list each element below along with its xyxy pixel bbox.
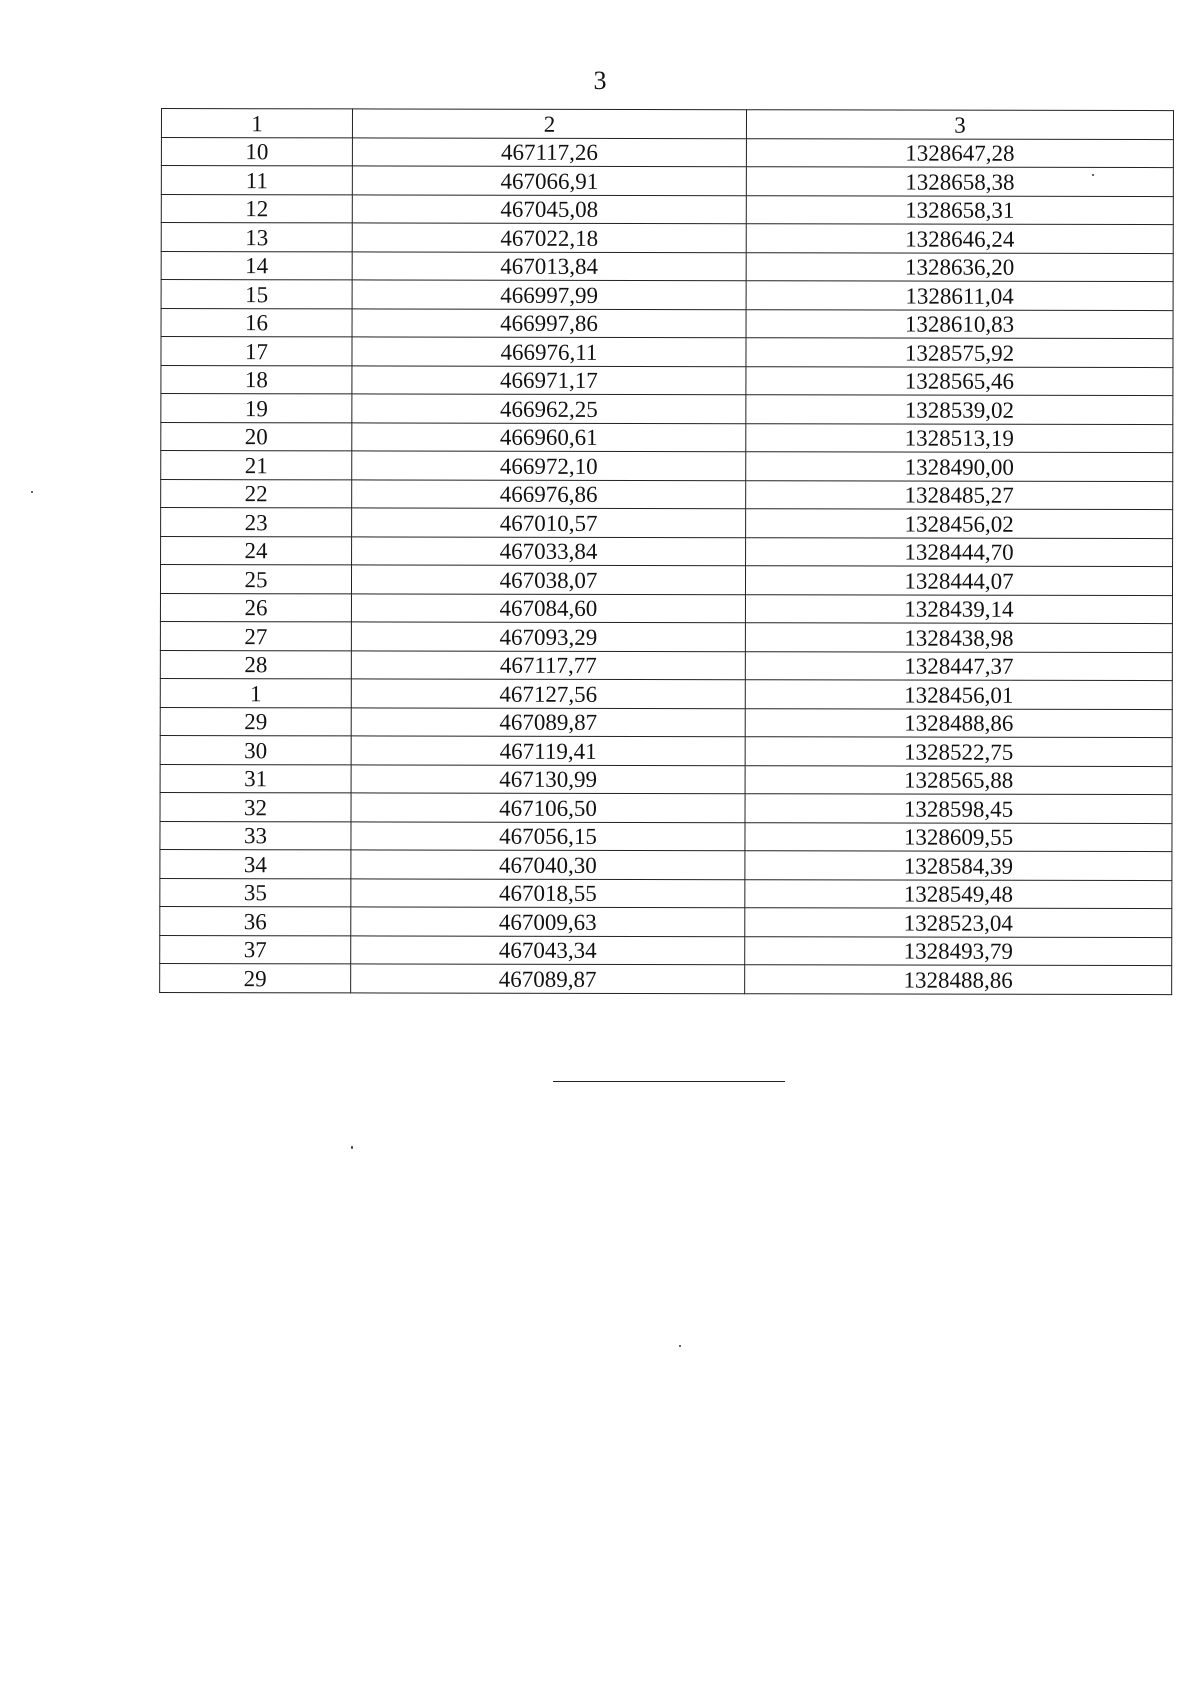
x-coordinate-cell: 467093,29 bbox=[351, 622, 745, 651]
point-number-cell: 36 bbox=[160, 906, 351, 935]
point-number-cell: 37 bbox=[160, 935, 351, 964]
page-number: 3 bbox=[593, 66, 607, 95]
x-coordinate-cell: 467130,99 bbox=[351, 764, 745, 793]
table-row bbox=[161, 479, 1173, 510]
table-row bbox=[160, 593, 1172, 624]
y-coordinate-cell: 1328444,70 bbox=[746, 537, 1173, 566]
y-coordinate-cell: 1328485,27 bbox=[746, 480, 1173, 509]
point-number-cell: 31 bbox=[160, 764, 351, 793]
y-coordinate-cell: 1328549,48 bbox=[745, 879, 1172, 908]
x-coordinate-cell: 466997,86 bbox=[352, 308, 746, 337]
y-coordinate-cell: 1328658,31 bbox=[746, 195, 1173, 224]
y-coordinate-cell: 1328447,37 bbox=[745, 651, 1172, 680]
point-number-cell: 19 bbox=[161, 394, 352, 423]
table-row bbox=[160, 735, 1172, 766]
y-coordinate-cell: 1328513,19 bbox=[746, 423, 1173, 452]
point-number-cell: 12 bbox=[161, 194, 352, 223]
x-coordinate-cell: 467010,57 bbox=[352, 508, 746, 537]
end-of-table-rule bbox=[553, 1081, 785, 1082]
point-number-cell: 30 bbox=[160, 735, 351, 764]
table-row bbox=[160, 764, 1172, 795]
scan-speck bbox=[351, 1146, 353, 1149]
table-row bbox=[160, 621, 1172, 652]
x-coordinate-cell: 467056,15 bbox=[351, 821, 745, 850]
table-row bbox=[161, 451, 1173, 482]
table-row bbox=[160, 678, 1172, 709]
y-coordinate-cell: 1328658,38 bbox=[746, 167, 1173, 196]
x-coordinate-cell: 467117,26 bbox=[352, 137, 746, 166]
point-number-cell: 34 bbox=[160, 849, 351, 878]
point-number-cell: 10 bbox=[161, 137, 352, 166]
y-coordinate-cell: 1328438,98 bbox=[745, 623, 1172, 652]
point-number-cell: 21 bbox=[161, 451, 352, 480]
table-row bbox=[160, 878, 1172, 909]
point-number-cell: 15 bbox=[161, 280, 352, 309]
y-coordinate-cell: 1328584,39 bbox=[745, 851, 1172, 880]
x-coordinate-cell: 467033,84 bbox=[352, 536, 746, 565]
y-coordinate-cell: 1328636,20 bbox=[746, 252, 1173, 281]
point-number-cell: 28 bbox=[160, 650, 351, 679]
point-number-cell: 17 bbox=[161, 337, 352, 366]
x-coordinate-cell: 466997,99 bbox=[352, 280, 746, 309]
y-coordinate-cell: 1328609,55 bbox=[745, 822, 1172, 851]
table-row bbox=[161, 223, 1173, 254]
y-coordinate-cell: 1328522,75 bbox=[745, 737, 1172, 766]
table-row bbox=[160, 963, 1172, 994]
point-number-cell: 32 bbox=[160, 792, 351, 821]
table-row bbox=[161, 166, 1173, 197]
x-coordinate-cell: 467119,41 bbox=[351, 736, 745, 765]
column-number-3: 3 bbox=[746, 110, 1173, 139]
table-row bbox=[160, 792, 1172, 823]
y-coordinate-cell: 1328488,86 bbox=[745, 708, 1172, 737]
point-number-cell: 27 bbox=[160, 621, 351, 650]
table-row bbox=[160, 650, 1172, 681]
coordinates-table-body bbox=[160, 109, 1174, 995]
y-coordinate-cell: 1328490,00 bbox=[746, 452, 1173, 481]
x-coordinate-cell: 467084,60 bbox=[351, 593, 745, 622]
point-number-cell: 25 bbox=[160, 565, 351, 594]
x-coordinate-cell: 467066,91 bbox=[352, 166, 746, 195]
coordinates-table bbox=[159, 108, 1174, 995]
scan-speck bbox=[31, 491, 33, 493]
point-number-cell: 18 bbox=[161, 365, 352, 394]
table-row bbox=[161, 422, 1173, 453]
point-number-cell: 16 bbox=[161, 308, 352, 337]
point-number-cell: 29 bbox=[160, 963, 351, 992]
x-coordinate-cell: 466972,10 bbox=[352, 451, 746, 480]
y-coordinate-cell: 1328610,83 bbox=[746, 309, 1173, 338]
scan-speck bbox=[1092, 174, 1094, 176]
point-number-cell: 22 bbox=[161, 479, 352, 508]
y-coordinate-cell: 1328646,24 bbox=[746, 224, 1173, 253]
table-row bbox=[161, 508, 1173, 539]
table-row bbox=[161, 337, 1173, 368]
table-row bbox=[161, 137, 1173, 168]
table-row bbox=[161, 280, 1173, 311]
y-coordinate-cell: 1328523,04 bbox=[745, 908, 1172, 937]
point-number-cell: 24 bbox=[161, 536, 352, 565]
table-header-row bbox=[161, 109, 1173, 140]
y-coordinate-cell: 1328647,28 bbox=[746, 138, 1173, 167]
x-coordinate-cell: 467089,87 bbox=[351, 707, 745, 736]
point-number-cell: 20 bbox=[161, 422, 352, 451]
y-coordinate-cell: 1328539,02 bbox=[746, 395, 1173, 424]
x-coordinate-cell: 467038,07 bbox=[351, 565, 745, 594]
x-coordinate-cell: 466976,86 bbox=[352, 479, 746, 508]
table-row bbox=[160, 821, 1172, 852]
column-number-2: 2 bbox=[352, 109, 746, 138]
point-number-cell: 13 bbox=[161, 223, 352, 252]
y-coordinate-cell: 1328456,01 bbox=[745, 680, 1172, 709]
point-number-cell: 29 bbox=[160, 707, 351, 736]
x-coordinate-cell: 467013,84 bbox=[352, 251, 746, 280]
x-coordinate-cell: 467089,87 bbox=[351, 964, 745, 993]
table-row bbox=[161, 194, 1173, 225]
x-coordinate-cell: 467106,50 bbox=[351, 793, 745, 822]
point-number-cell: 23 bbox=[161, 508, 352, 537]
point-number-cell: 35 bbox=[160, 878, 351, 907]
x-coordinate-cell: 467022,18 bbox=[352, 223, 746, 252]
table-row bbox=[161, 536, 1173, 567]
table-row bbox=[160, 849, 1172, 880]
x-coordinate-cell: 466962,25 bbox=[352, 394, 746, 423]
y-coordinate-cell: 1328565,88 bbox=[745, 765, 1172, 794]
table-row bbox=[161, 365, 1173, 396]
y-coordinate-cell: 1328611,04 bbox=[746, 281, 1173, 310]
x-coordinate-cell: 467117,77 bbox=[351, 650, 745, 679]
table-row bbox=[161, 394, 1173, 425]
point-number-cell: 14 bbox=[161, 251, 352, 280]
y-coordinate-cell: 1328575,92 bbox=[746, 338, 1173, 367]
table-row bbox=[161, 251, 1173, 282]
table-row bbox=[160, 707, 1172, 738]
y-coordinate-cell: 1328456,02 bbox=[746, 509, 1173, 538]
x-coordinate-cell: 466976,11 bbox=[352, 337, 746, 366]
table-row bbox=[160, 935, 1172, 966]
table-row bbox=[160, 565, 1172, 596]
column-number-1: 1 bbox=[161, 109, 352, 138]
point-number-cell: 26 bbox=[160, 593, 351, 622]
x-coordinate-cell: 467045,08 bbox=[352, 194, 746, 223]
point-number-cell: 33 bbox=[160, 821, 351, 850]
y-coordinate-cell: 1328488,86 bbox=[745, 965, 1172, 994]
y-coordinate-cell: 1328444,07 bbox=[745, 566, 1172, 595]
x-coordinate-cell: 467009,63 bbox=[351, 907, 745, 936]
scan-speck bbox=[679, 1345, 681, 1347]
x-coordinate-cell: 467018,55 bbox=[351, 878, 745, 907]
y-coordinate-cell: 1328598,45 bbox=[745, 794, 1172, 823]
x-coordinate-cell: 466971,17 bbox=[352, 365, 746, 394]
point-number-cell: 11 bbox=[161, 166, 352, 195]
x-coordinate-cell: 467043,34 bbox=[351, 935, 745, 964]
table-row bbox=[161, 308, 1173, 339]
x-coordinate-cell: 467040,30 bbox=[351, 850, 745, 879]
y-coordinate-cell: 1328565,46 bbox=[746, 366, 1173, 395]
y-coordinate-cell: 1328493,79 bbox=[745, 936, 1172, 965]
point-number-cell: 1 bbox=[160, 678, 351, 707]
y-coordinate-cell: 1328439,14 bbox=[745, 594, 1172, 623]
x-coordinate-cell: 467127,56 bbox=[351, 679, 745, 708]
table-row bbox=[160, 906, 1172, 937]
x-coordinate-cell: 466960,61 bbox=[352, 422, 746, 451]
